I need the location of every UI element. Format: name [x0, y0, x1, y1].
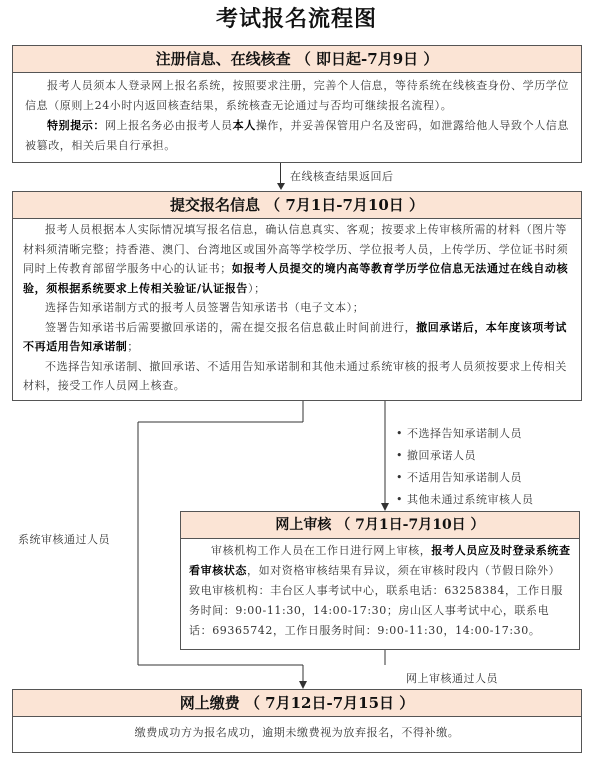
- step-register-text: 报考人员须本人登录网上报名系统，按照要求注册，完善个人信息，等待系统在线核查身份、学历学位信息（原则上24小时内返回核查结果，系统核查无论通过与否均可继续报名流程）。: [25, 79, 569, 112]
- arrow-1-label: 在线核查结果返回后: [290, 170, 394, 183]
- step-review-text: [189, 541, 571, 641]
- system-passed-label: 系统审核通过人员: [18, 533, 110, 546]
- manual-review-reasons: [396, 423, 534, 511]
- notice-self: 本人: [232, 119, 256, 132]
- final-arrowhead: [299, 681, 307, 689]
- submit-text-3a: 签署告知承诺书后需要撤回承诺的，需在提交报名信息截止时间前进行，: [45, 320, 417, 334]
- reason-item: • 不选择告知承诺制人员: [396, 423, 534, 445]
- step-payment-header: 网上缴费 （ 7月12日-7月15日 ）: [13, 690, 581, 717]
- submit-text-1a: 报考人员根据本人实际情况填写报名信息，确认信息真实、客观；按要求上传审核所需的材料（图片等材料须清晰完整；持香港、澳门、台湾地区或国外高等学校学历、学位报考人员，上传学历、学位证书时须同时上传教育部留学服务中心的认证书；: [23, 223, 569, 275]
- review-text-bold: 报考人员应及时登录系统查看审核状态: [189, 544, 571, 577]
- notice-text-b: 操作，并妥善保管用户名及密码，如泄露给他人导致个人信息被篡改，相关后果自行承担。: [25, 119, 570, 152]
- notice-text-a: 网上报名务必由报考人员: [105, 119, 233, 132]
- reason-item: • 撤回承诺人员: [396, 445, 534, 467]
- step-submit-header: 提交报名信息 （ 7月1日-7月10日 ）: [13, 192, 581, 219]
- review-text-b: ，如对资格审核结果有异议，须在审核时段内（节假日除外）致电审核机构：丰台区人事考试中心，联系电话：63258384，工作日服务时间：9:00-11:30，14:00-17:30；房山区人事考试中心，联系电话：69365742，工作日服务时间：9:00-11:30，14:00-17:30。: [189, 564, 563, 637]
- submit-text-3-bold: 撤回承诺后，本年度该项考试不再适用告知承诺制: [23, 320, 568, 353]
- submit-text-3b: ；: [127, 340, 140, 353]
- step-review-body: [181, 539, 579, 641]
- step-payment-body: [13, 717, 581, 743]
- page-title: 考试报名流程图: [215, 6, 377, 32]
- submit-text-1-bold: 如报考人员提交的境内高等教育学历学位信息无法通过在线自动核验，须根据系统要求上传相关验证/认证报告: [23, 262, 569, 295]
- step-register-header: 注册信息、在线核查 （ 即日起-7月9日 ）: [13, 46, 581, 73]
- reason-item: • 不适用告知承诺制人员: [396, 467, 534, 489]
- step-review-header: 网上审核 （ 7月1日-7月10日 ）: [181, 512, 579, 539]
- step-submit-text-2: 选择告知承诺制方式的报考人员签署告知承诺书（电子文本）；: [45, 301, 365, 314]
- notice-label: 特别提示：: [47, 119, 105, 132]
- step-review-box: [180, 511, 580, 650]
- reason-item: • 其他未通过系统审核人员: [396, 489, 534, 511]
- step-payment-text: 缴费成功方为报名成功，逾期未缴费视为放弃报名，不得补缴。: [134, 726, 460, 739]
- step-submit-text-4: 不选择告知承诺制、撤回承诺、不适用告知承诺制和其他未通过系统审核的报考人员须按要求上传相关材料，接受工作人员网上核查。: [23, 359, 567, 392]
- review-text-a: 审核机构工作人员在工作日进行网上审核，: [211, 544, 432, 557]
- submit-text-1b: ）；: [248, 281, 266, 295]
- right-branch-arrowhead: [381, 503, 389, 511]
- step-payment-box: [12, 689, 582, 753]
- review-passed-label: 网上审核通过人员: [406, 672, 498, 685]
